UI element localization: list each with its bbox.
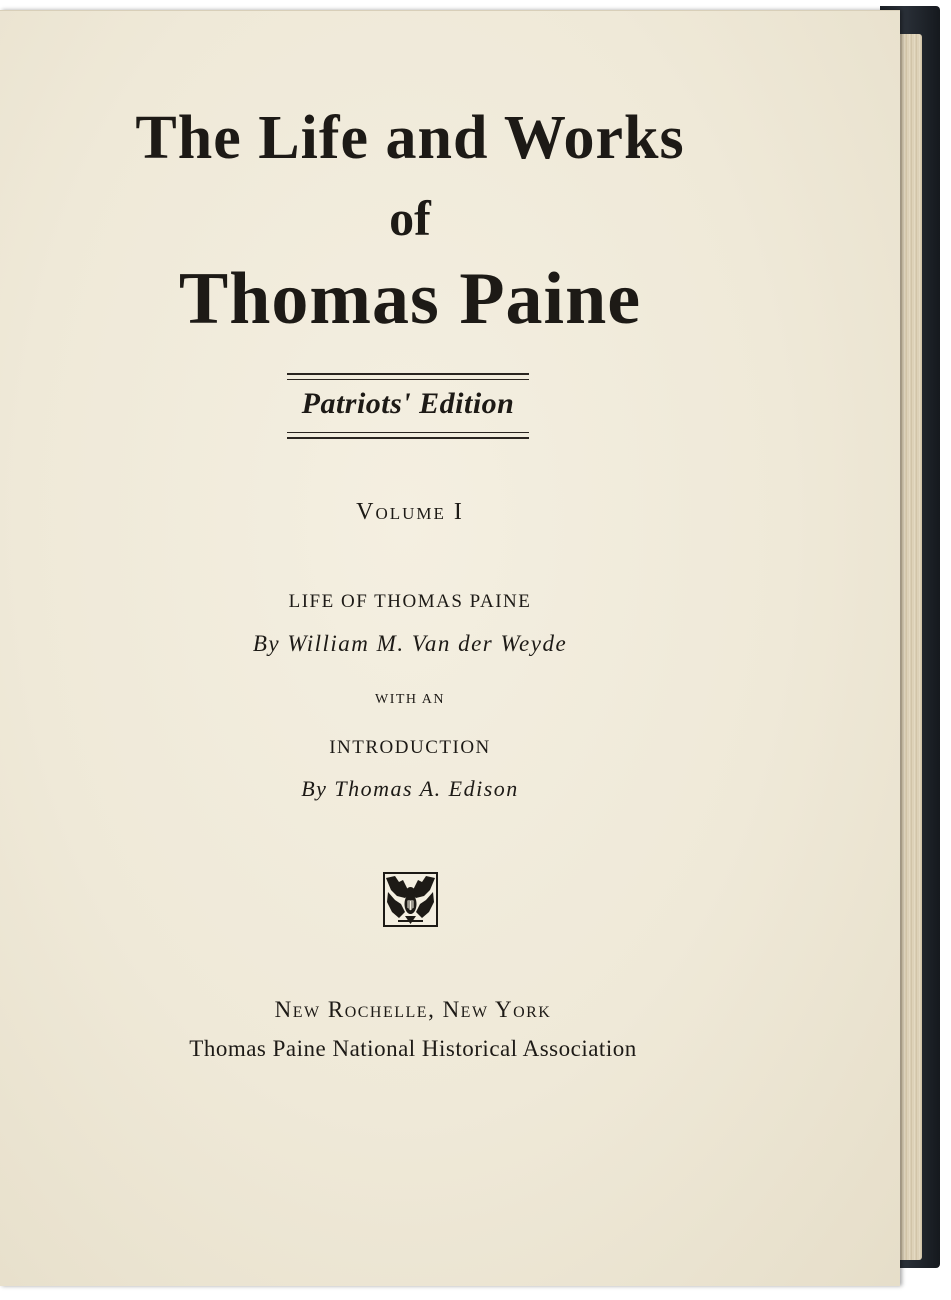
contents-author: By William M. Van der Weyde: [252, 631, 568, 656]
imprint-place: New Rochelle, New York: [274, 997, 552, 1022]
title-page: [0, 10, 900, 1286]
eagle-emblem-icon: [383, 872, 438, 927]
contents-title: LIFE OF THOMAS PAINE: [288, 591, 532, 612]
edition-label: Patriots' Edition: [301, 387, 515, 420]
title-line-2: of: [389, 190, 431, 246]
volume-label: Volume I: [356, 499, 464, 525]
edition-box: [287, 373, 529, 441]
introduction-author: By Thomas A. Edison: [301, 776, 519, 801]
title-line-1: The Life and Works: [135, 104, 685, 172]
edition-top-rule: [287, 373, 529, 375]
introduction-label: INTRODUCTION: [329, 737, 491, 758]
edition-bottom-rule-thin: [287, 432, 529, 433]
imprint-publisher: Thomas Paine National Historical Association: [189, 1036, 637, 1061]
title-line-3: Thomas Paine: [178, 258, 642, 340]
edition-top-rule-thin: [287, 379, 529, 380]
with-an-label: WITH AN: [375, 692, 445, 707]
edition-bottom-rule: [287, 437, 529, 439]
